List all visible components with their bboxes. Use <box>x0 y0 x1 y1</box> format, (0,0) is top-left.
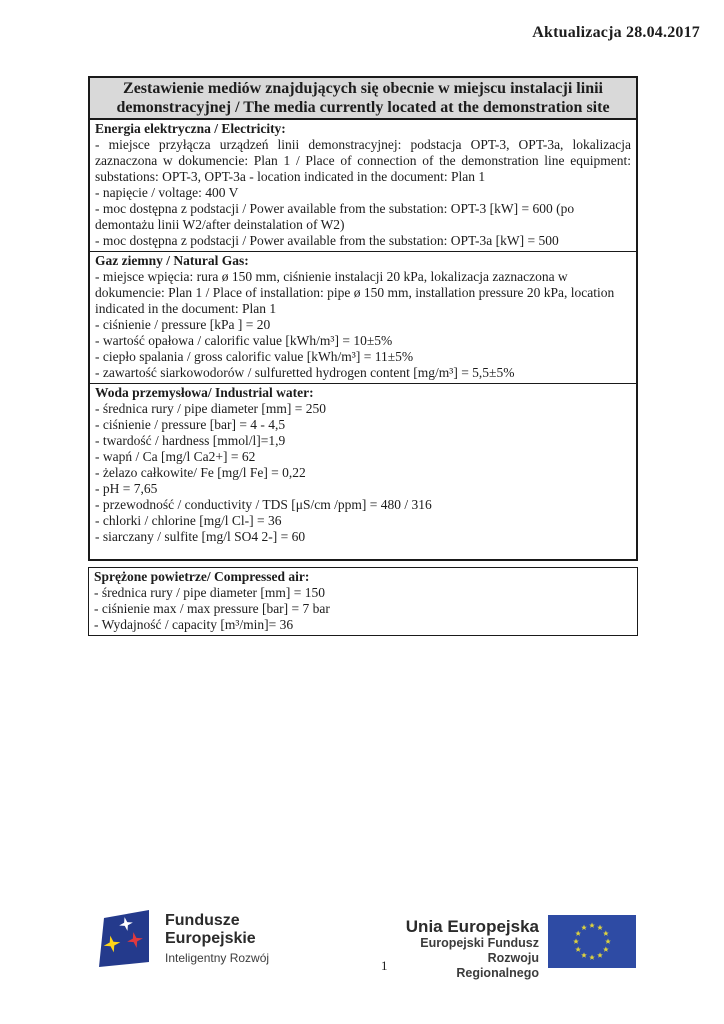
spec-line: - ciśnienie / pressure [bar] = 4 - 4,5 <box>95 417 286 432</box>
section-natural-gas <box>90 251 636 383</box>
spec-line: - siarczany / sulfite [mg/l SO4 2-] = 60 <box>95 529 306 544</box>
fe-title-line1: Fundusze <box>165 912 240 929</box>
spec-line: - przewodność / conductivity / TDS [μS/cm /ppm] = 480 / 316 <box>95 497 432 512</box>
eu-subtitle-line2: Rozwoju Regionalnego <box>456 951 539 980</box>
unia-europejska-text <box>403 917 539 981</box>
eu-subtitle-line1: Europejski Fundusz <box>420 936 539 950</box>
spec-line: - moc dostępna z podstacji / Power available from the substation: OPT-3a [kW] = 500 <box>95 233 559 248</box>
section-compressed-air <box>89 568 637 635</box>
spec-line: - wapń / Ca [mg/l Ca2+] = 62 <box>95 449 256 464</box>
spec-line: - pH = 7,65 <box>95 481 158 496</box>
spec-line: - żelazo całkowite/ Fe [mg/l Fe] = 0,22 <box>95 465 306 480</box>
spec-line: - średnica rury / pipe diameter [mm] = 250 <box>95 401 327 416</box>
spec-line: - moc dostępna z podstacji / Power available from the substation: OPT-3 [kW] = 600 (po demontażu linii W2/after deinstalation of W2) <box>95 201 575 232</box>
unia-europejska-logo <box>403 915 636 981</box>
eu-flag-icon <box>548 915 636 968</box>
fe-title-line2: Europejskie <box>165 930 256 947</box>
spec-line: - miejsce przyłącza urządzeń linii demonstracyjnej: podstacja OPT-3, OPT-3a, lokalizacja zaznaczona w dokumencie: Plan 1 / Place of connection of the demonstration line equipment: substations: OPT-3, OPT-3a - location indicated in the document: Plan 1 <box>95 137 631 184</box>
section-electricity <box>90 120 636 251</box>
media-table <box>88 120 638 561</box>
spec-line: - Wydajność / capacity [m³/min]= 36 <box>94 617 294 632</box>
spec-line: - napięcie / voltage: 400 V <box>95 185 239 200</box>
spec-line: - ciepło spalania / gross calorific value [kWh/m³] = 11±5% <box>95 349 414 364</box>
section-compressed-air-heading: Sprężone powietrze/ Compressed air: <box>94 569 310 584</box>
spec-line: - wartość opałowa / calorific value [kWh/m³] = 10±5% <box>95 333 393 348</box>
page-number: 1 <box>381 958 388 973</box>
eu-title: Unia Europejska <box>405 917 539 936</box>
section-electricity-heading: Energia elektryczna / Electricity: <box>95 121 286 136</box>
update-date-label: Aktualizacja 28.04.2017 <box>532 24 700 41</box>
spec-line: - ciśnienie max / max pressure [bar] = 7 bar <box>94 601 330 616</box>
section-compressed-air-box <box>88 567 638 636</box>
section-natural-gas-heading: Gaz ziemny / Natural Gas: <box>95 253 249 268</box>
fundusze-europejskie-logo <box>95 906 269 972</box>
section-industrial-water-heading: Woda przemysłowa/ Industrial water: <box>95 385 314 400</box>
spec-line: - twardość / hardness [mmol/l]=1,9 <box>95 433 286 448</box>
spec-line: - zawartość siarkowodorów / sulfuretted hydrogen content [mg/m³] = 5,5±5% <box>95 365 515 380</box>
spec-line: - średnica rury / pipe diameter [mm] = 150 <box>94 585 326 600</box>
spec-line: - chlorki / chlorine [mg/l Cl-] = 36 <box>95 513 282 528</box>
fe-subtitle: Inteligentny Rozwój <box>165 951 270 965</box>
spec-line: - miejsce wpięcia: rura ø 150 mm, ciśnienie instalacji 20 kPa, lokalizacja zaznaczona w dokumencie: Plan 1 / Place of installation: pipe ø 150 mm, installation pressure 20 kPa, location indicated in the document: Plan 1 <box>95 269 615 316</box>
section-industrial-water <box>90 383 636 559</box>
spec-line: - ciśnienie / pressure [kPa ] = 20 <box>95 317 271 332</box>
media-summary-document <box>88 76 638 636</box>
fundusze-europejskie-text <box>165 912 269 966</box>
document-title: Zestawienie mediów znajdujących się obecnie w miejscu instalacji linii demonstracyjnej / The media currently located at the demonstration site <box>88 76 638 120</box>
fundusze-europejskie-flag-icon <box>95 906 155 972</box>
